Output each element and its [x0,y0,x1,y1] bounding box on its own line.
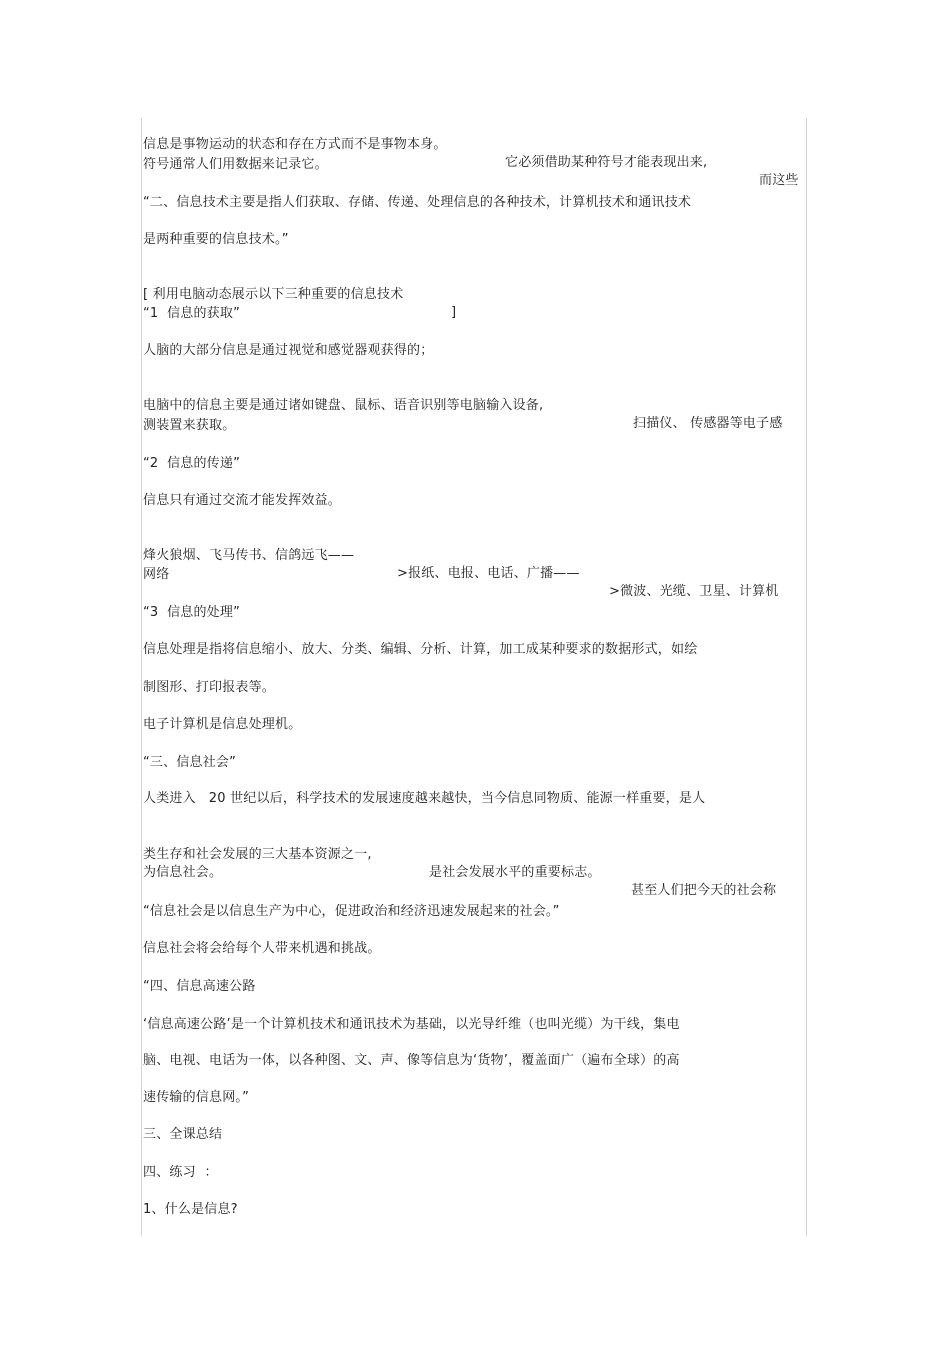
text-line: 速传输的信息网。” [143,1090,250,1105]
section-heading: “四、信息高速公路 [143,979,256,994]
text-segment: 烽火狼烟、飞马传书、信鸽远飞—— [143,548,355,563]
text-line: 符号通常人们用数据来记录它。 [143,157,328,172]
text-segment: 电脑中的信息主要是通过诸如键盘、鼠标、语音识别等电脑输入设备, [143,398,544,413]
text-line: 信息处理是指将信息缩小、放大、分类、编辑、分析、计算，加工成某种要求的数据形式，如绘 [143,642,698,657]
text-line: 为信息社会。 [143,865,223,880]
section-heading: 三、全课总结 [143,1127,223,1142]
text-line [143,118,803,190]
text-line: 信息只有通过交流才能发挥效益。 [143,493,342,508]
text-segment: 甚至人们把今天的社会称 [631,883,777,898]
section-heading: “2 信息的传递” [143,456,241,471]
text-line: 信息社会将会给每个人带来机遇和挑战。 [143,941,381,956]
text-line [143,379,803,433]
text-segment: >报纸、电报、电话、广播—— [397,566,580,581]
text-line: 测装置来获取。 [143,418,236,433]
right-page-border [806,118,807,1236]
section-heading: “三、信息社会” [143,755,237,770]
text-line: 人类进入 20 世纪以后，科学技术的发展速度越来越快，当今信息同物质、能源一样重要，是人 [143,791,706,806]
text-line: 电子计算机是信息处理机。 [143,717,302,732]
text-segment: 而这些 [759,173,799,188]
text-line: 是两种重要的信息技术。” [143,232,289,247]
text-segment: 它必须借助某种符号才能表现出来, [505,155,708,170]
text-line: 脑、电视、电话为一体，以各种图、文、声、像等信息为‘货物’，覆盖面广（遍布全球）的高 [143,1053,680,1068]
text-line [143,828,803,900]
text-segment: >微波、光缆、卫星、计算机 [609,584,779,599]
text-segment: [ 利用电脑动态展示以下三种重要的信息技术 [143,287,404,302]
text-line: “信息社会是以信息生产为中心，促进政治和经济迅速发展起来的社会。” [143,904,560,919]
text-line [143,529,803,601]
text-segment: 信息是事物运动的状态和存在方式而不是事物本身。 [143,137,447,152]
text-line: ‘信息高速公路’是一个计算机技术和通讯技术为基础，以光导纤维（也叫光缆）为干线，集电 [143,1017,680,1032]
text-line: 网络 [143,567,170,582]
text-line: “二、信息技术主要是指人们获取、存储、传递、处理信息的各种技术，计算机技术和通讯技术 [143,195,692,210]
text-line: 1、什么是信息? [143,1202,238,1217]
text-segment: ] [451,305,457,320]
text-segment: 类生存和社会发展的三大基本资源之一, [143,847,372,862]
text-segment: 扫描仪、 传感器等电子感 [633,416,783,431]
left-page-border [141,118,142,1236]
text-segment: 是社会发展水平的重要标志。 [429,865,601,880]
text-line: 制图形、打印报表等。 [143,680,276,695]
section-heading: 四、练习 ： [143,1165,218,1180]
section-heading: “1 信息的获取” [143,306,241,321]
section-heading: “3 信息的处理” [143,605,241,620]
text-line: 人脑的大部分信息是通过视觉和感觉器观获得的； [143,343,434,358]
